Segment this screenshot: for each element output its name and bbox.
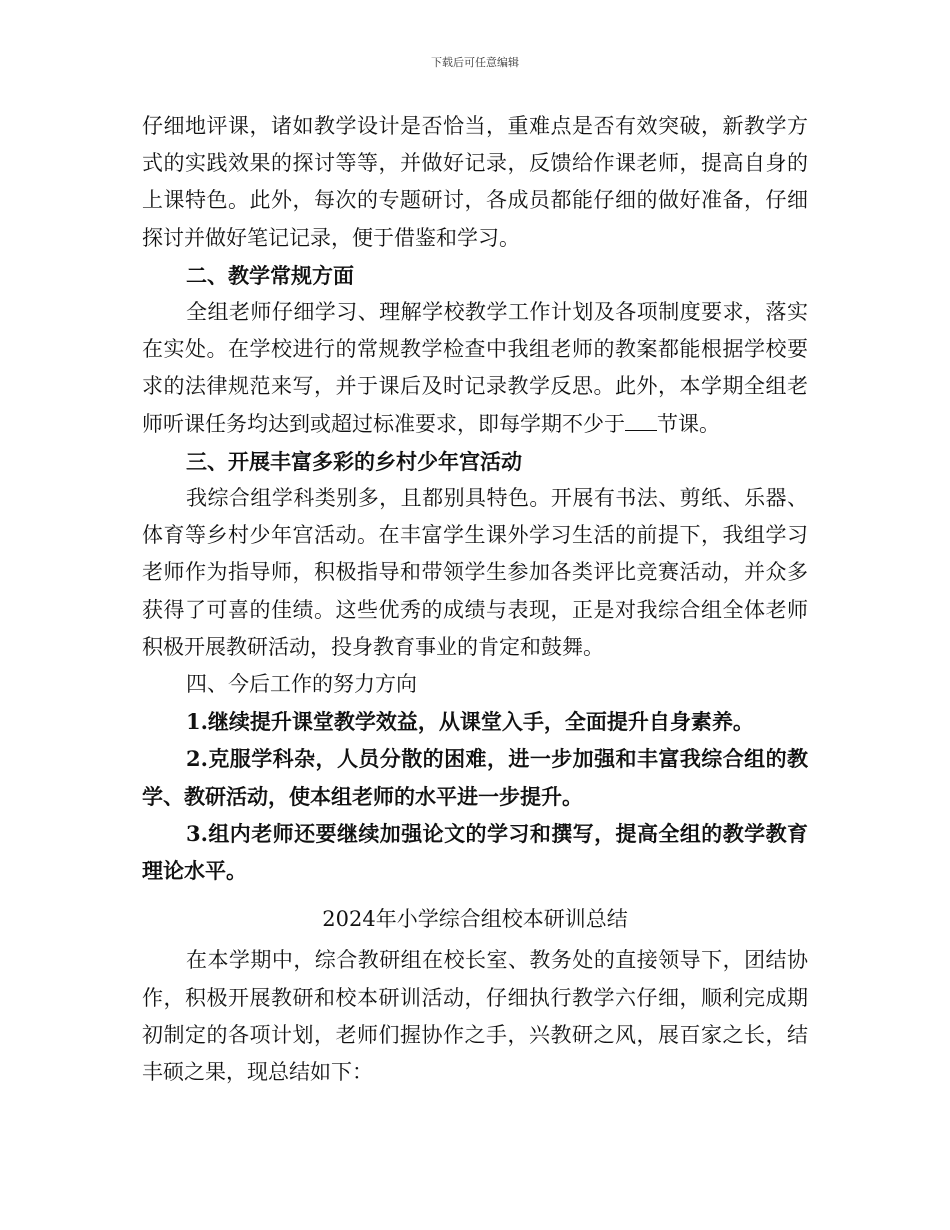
paragraph-teaching-routine-text: 全组老师仔细学习、理解学校教学工作计划及各项制度要求，落实在实处。在学校进行的常规教学检查中我组老师的教案都能根据学校要求的法律规范来写，并于课后及时记录教学反思。此外，本学期全组老师听课任务均达到或超过标准要求，即每学期不少于 [142, 300, 808, 436]
document-body [142, 108, 808, 1091]
page-header-note: 下载后可任意编辑 [431, 56, 519, 69]
list-item-direction-1: 1.继续提升课堂教学效益，从课堂入手，全面提升自身素养。 [186, 709, 754, 735]
list-item-direction-2: 2.克服学科杂，人员分散的困难，进一步加强和丰富我综合组的教学、教研活动，使本组老师的水平进一步提升。 [142, 746, 808, 809]
paragraph-summary-intro: 在本学期中，综合教研组在校长室、教务处的直接领导下，团结协作，积极开展教研和校本研训活动，仔细执行教学六仔细，顺利完成期初制定的各项计划，老师们握协作之手，兴教研之风，展百家之长，结丰硕之果，现总结如下： [142, 948, 808, 1085]
list-item-direction-3: 3.组内老师还要继续加强论文的学习和撰写，提高全组的教学教育理论水平。 [142, 820, 808, 884]
paragraph-continuation: 仔细地评课，诸如教学设计是否恰当，重难点是否有效突破，新教学方式的实践效果的探讨等等，并做好记录，反馈给作课老师，提高自身的上课特色。此外，每次的专题研讨，各成员都能仔细的做好准备，仔细探讨并做好笔记记录，便于借鉴和学习。 [142, 114, 808, 250]
paragraph-youth-palace: 我综合组学科类别多，且都别具特色。开展有书法、剪纸、乐器、体育等乡村少年宫活动。在丰富学生课外学习生活的前提下，我组学习老师作为指导师，积极指导和带领学生参加各类评比竞赛活动，并众多获得了可喜的佳绩。这些优秀的成绩与表现，正是对我综合组全体老师积极开展教研活动，投身教育事业的肯定和鼓舞。 [142, 486, 808, 659]
document-title: 2024年小学综合组校本研训总结 [322, 907, 628, 932]
paragraph-teaching-routine-tail: 节课。 [657, 411, 720, 436]
paragraph-teaching-routine [142, 294, 808, 443]
section-heading-teaching-routine: 二、教学常规方面 [186, 262, 354, 288]
section-heading-youth-palace: 三、开展丰富多彩的乡村少年宫活动 [186, 448, 522, 474]
section-heading-future-direction: 四、今后工作的努力方向 [186, 672, 417, 697]
fill-in-blank [625, 412, 657, 431]
